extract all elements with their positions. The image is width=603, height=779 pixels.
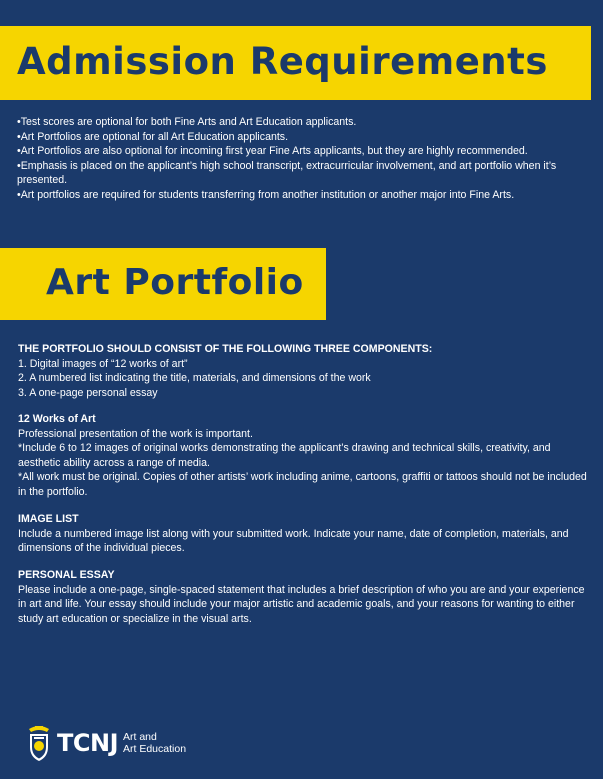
- portfolio-title: Art Portfolio: [46, 262, 304, 303]
- admission-title: Admission Requirements: [17, 40, 548, 83]
- admission-banner: [0, 26, 591, 100]
- list-item: •Emphasis is placed on the applicant’s high school transcript, extracurricular involvement, and art portfolio when it’s presented.: [17, 159, 557, 187]
- components-section: [18, 342, 588, 400]
- college-seal-icon: [26, 723, 52, 763]
- works-line: *Include 6 to 12 images of original works demonstrating the applicant’s drawing and technical skills, creativity, and aesthetic ability across a range of media.: [18, 442, 551, 469]
- brand-name: TCNJ: [57, 729, 118, 757]
- works-line: *All work must be original. Copies of other artists’ work including anime, cartoons, graffiti or tattoos should not be included in the portfolio.: [18, 471, 587, 498]
- portfolio-banner: [0, 248, 326, 320]
- essay-section: [18, 568, 588, 626]
- essay-text: Please include a one-page, single-spaced statement that includes a brief description of who you are and your experience in art and life. Your essay should include your major artistic and academic goals, and your reasons for wanting to either study art education or specialize in the visual arts.: [18, 583, 585, 625]
- list-item: 2. A numbered list indicating the title, materials, and dimensions of the work: [18, 372, 371, 385]
- requirements-list: [17, 115, 587, 203]
- list-item: •Art Portfolios are optional for all Art Education applicants.: [17, 130, 289, 143]
- footer-logo: [26, 723, 186, 763]
- department-line: Art Education: [123, 743, 187, 755]
- components-heading: THE PORTFOLIO SHOULD CONSIST OF THE FOLLOWING THREE COMPONENTS:: [18, 343, 433, 355]
- image-list-text: Include a numbered image list along with your submitted work. Indicate your name, date of completion, materials, and dimensions of the individual pieces.: [18, 527, 569, 555]
- list-item: •Art Portfolios are also optional for incoming first year Fine Arts applicants, but they are highly recommended.: [17, 145, 528, 158]
- list-item: 3. A one-page personal essay: [18, 386, 158, 399]
- list-item: 1. Digital images of “12 works of art”: [18, 357, 188, 370]
- works-heading: 12 Works of Art: [18, 413, 96, 425]
- list-item: •Art portfolios are required for students transferring from another institution or another major into Fine Arts.: [17, 188, 515, 201]
- list-item: •Test scores are optional for both Fine Arts and Art Education applicants.: [17, 116, 357, 128]
- works-section: [18, 412, 588, 500]
- department-name: [123, 731, 186, 755]
- works-line: Professional presentation of the work is important.: [18, 427, 253, 440]
- image-list-section: [18, 512, 588, 556]
- image-list-heading: IMAGE LIST: [18, 513, 79, 525]
- essay-heading: PERSONAL ESSAY: [18, 569, 115, 581]
- department-line: Art and: [123, 731, 157, 743]
